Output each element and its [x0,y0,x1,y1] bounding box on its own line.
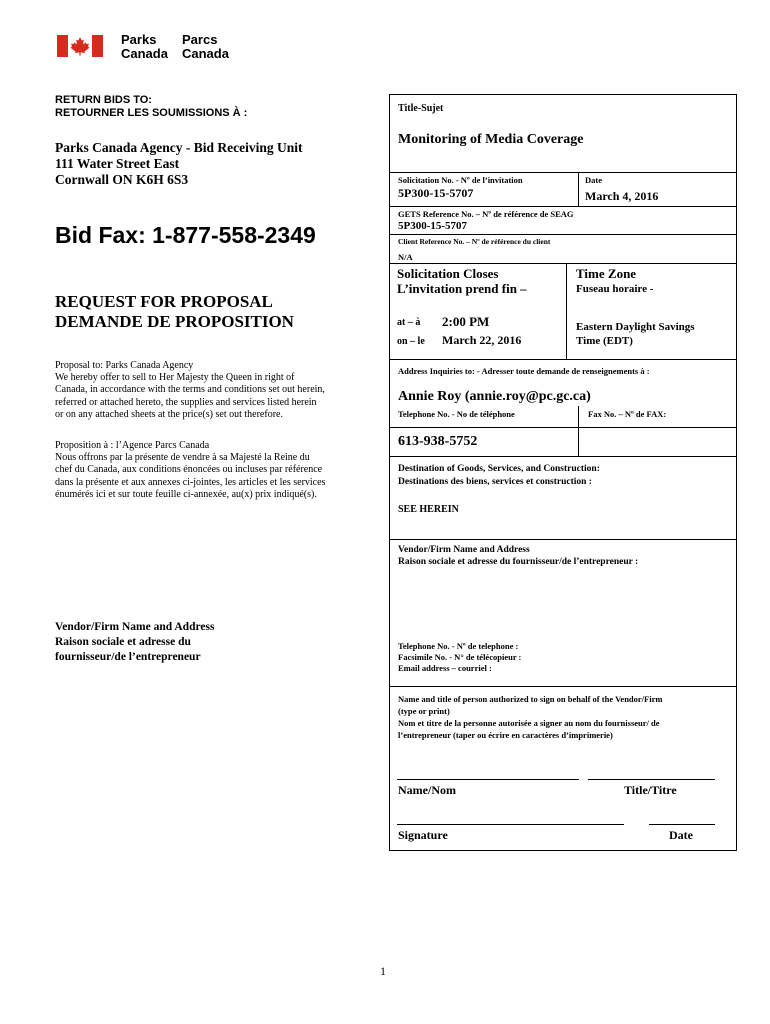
gets-label: GETS Reference No. – Nº de référence de SEAG [398,209,574,219]
vendor-left-line-2: Raison sociale et adresse du [55,636,191,648]
proposal-fr-line: chef du Canada, aux conditions énoncées ou incluses par référence [55,464,323,476]
divider [389,359,737,360]
proposal-fr-line: Proposition à : l’Agence Parcs Canada [55,440,210,451]
authorized-signer-label [398,693,662,741]
divider [389,234,737,235]
client-ref-value: N/A [398,252,413,262]
title-value: Monitoring of Media Coverage [398,132,584,147]
proposal-fr-line: énumérés ici et sur toute feuille ci-annexée, au(x) prix indiqué(s). [55,488,317,500]
divider [566,263,567,359]
on-label: on – le [397,336,425,347]
inquiries-value: Annie Roy (annie.roy@pc.gc.ca) [398,389,591,404]
timezone-label-en: Time Zone [576,266,637,281]
closes-label-fr: L’invitation prend fin – [397,281,527,296]
solicitation-value: 5P300-15-5707 [398,186,474,200]
auth-line-3: Nom et titre de la personne autorisée a signer au nom du fournisseur/ de [398,718,660,728]
divider [389,172,737,173]
name-label: Name/Nom [398,783,456,797]
request-title-fr: DEMANDE DE PROPOSITION [55,312,294,331]
proposal-en-line: Canada, in accordance with the terms and conditions set out herein, [55,384,325,396]
closes-label-en: Solicitation Closes [397,266,499,281]
return-bids-heading [55,94,247,120]
vendor-phone-label: Telephone No. - Nº de telephone : [398,641,519,651]
date-label: Date [585,175,602,185]
proposal-en-line: Proposal to: Parks Canada Agency [55,360,194,371]
name-line[interactable] [397,779,579,780]
signature-label: Signature [398,828,448,842]
proposal-fr-line: dans la présente et aux annexes ci-jointes, les articles et les services [55,476,326,488]
request-title [55,292,294,332]
proposal-en-line: or on any attached sheets at the price(s) set out therefore. [55,408,283,420]
divider [389,539,737,540]
proposal-en-line: referred or attached hereto, the supplies and services listed herein [55,396,317,408]
divider [389,206,737,207]
request-title-en: REQUEST FOR PROPOSAL [55,292,273,311]
gets-value: 5P300-15-5707 [398,220,468,232]
auth-line-4: l’entrepreneur (taper ou écrire en caractères d’imprimerie) [398,730,613,740]
page-number: 1 [380,964,386,978]
close-time-value: 2:00 PM [442,314,490,329]
timezone-value-line2: Time (EDT) [576,335,633,347]
return-bids-heading-en: RETURN BIDS TO: [55,94,152,106]
vendor-email-label: Email address – courriel : [398,663,492,673]
bid-fax: Bid Fax: 1-877-558-2349 [55,222,316,248]
title-sig-label: Title/Titre [624,783,677,797]
timezone-value-line1: Eastern Daylight Savings [576,321,695,333]
wordmark-en [121,33,168,61]
divider [578,406,579,456]
vendor-contact-fields [398,641,521,674]
return-address [55,140,303,188]
client-ref-label: Client Reference No. – Nº de référence du client [398,237,551,246]
closes-label [397,266,527,296]
return-bids-heading-fr: RETOURNER LES SOUMISSIONS À : [55,107,248,119]
timezone-value [576,320,695,348]
title-label: Title-Sujet [398,103,444,114]
vendor-left-label [55,620,214,665]
wordmark-fr [182,33,229,61]
divider [389,263,737,264]
wordmark-en-line1: Parks [121,32,157,47]
proposal-en-line: We hereby offer to sell to Her Majesty the Queen in right of [55,372,295,384]
destination-label [398,463,600,489]
title-line[interactable] [588,779,715,780]
phone-label: Telephone No. - No de téléphone [398,409,515,419]
wordmark-fr-line1: Parcs [182,32,218,47]
proposal-fr [55,440,375,501]
timezone-label-fr: Fuseau horaire - [576,283,654,295]
proposal-en [55,360,375,421]
address-line-1: Parks Canada Agency - Bid Receiving Unit [55,140,303,155]
vendor-label-fr: Raison sociale et adresse du fournisseur/de l’entrepreneur : [398,557,639,567]
solicitation-label: Solicitation No. - Nº de l’invitation [398,175,523,185]
auth-line-1: Name and title of person authorized to sign on behalf of the Vendor/Firm [398,694,663,704]
fax-label: Fax No. – Nº de FAX: [588,409,667,419]
close-date-value: March 22, 2016 [442,333,522,347]
date-line[interactable] [649,824,715,825]
vendor-left-line-3: fournisseur/de l’entrepreneur [55,651,201,663]
date-value: March 4, 2016 [585,189,659,203]
vendor-label-en: Vendor/Firm Name and Address [398,545,530,555]
auth-line-2: (type or print) [398,706,450,716]
vendor-fax-label: Facsimile No. - N° de télécopieur : [398,652,522,662]
proposal-fr-line: Nous offrons par la présente de vendre à sa Majesté la Reine du [55,452,310,464]
address-line-3: Cornwall ON K6H 6S3 [55,172,189,187]
destination-label-fr: Destinations des biens, services et construction : [398,477,592,487]
divider [389,427,737,428]
canada-flag-icon [57,35,103,57]
divider [578,172,579,206]
inquiries-label: Address Inquiries to: - Adresser toute demande de renseignements à : [398,366,650,376]
at-label: at – à [397,317,421,328]
vendor-label [398,544,638,568]
destination-value: SEE HEREIN [398,504,459,515]
divider [389,686,737,687]
divider [389,456,737,457]
signature-line[interactable] [397,824,624,825]
phone-value: 613-938-5752 [398,434,478,449]
destination-label-en: Destination of Goods, Services, and Construction: [398,464,600,474]
wordmark-en-line2: Canada [121,46,168,61]
wordmark-fr-line2: Canada [182,46,229,61]
vendor-left-line-1: Vendor/Firm Name and Address [55,621,215,633]
sig-date-label: Date [669,828,693,842]
address-line-2: 111 Water Street East [55,156,180,171]
